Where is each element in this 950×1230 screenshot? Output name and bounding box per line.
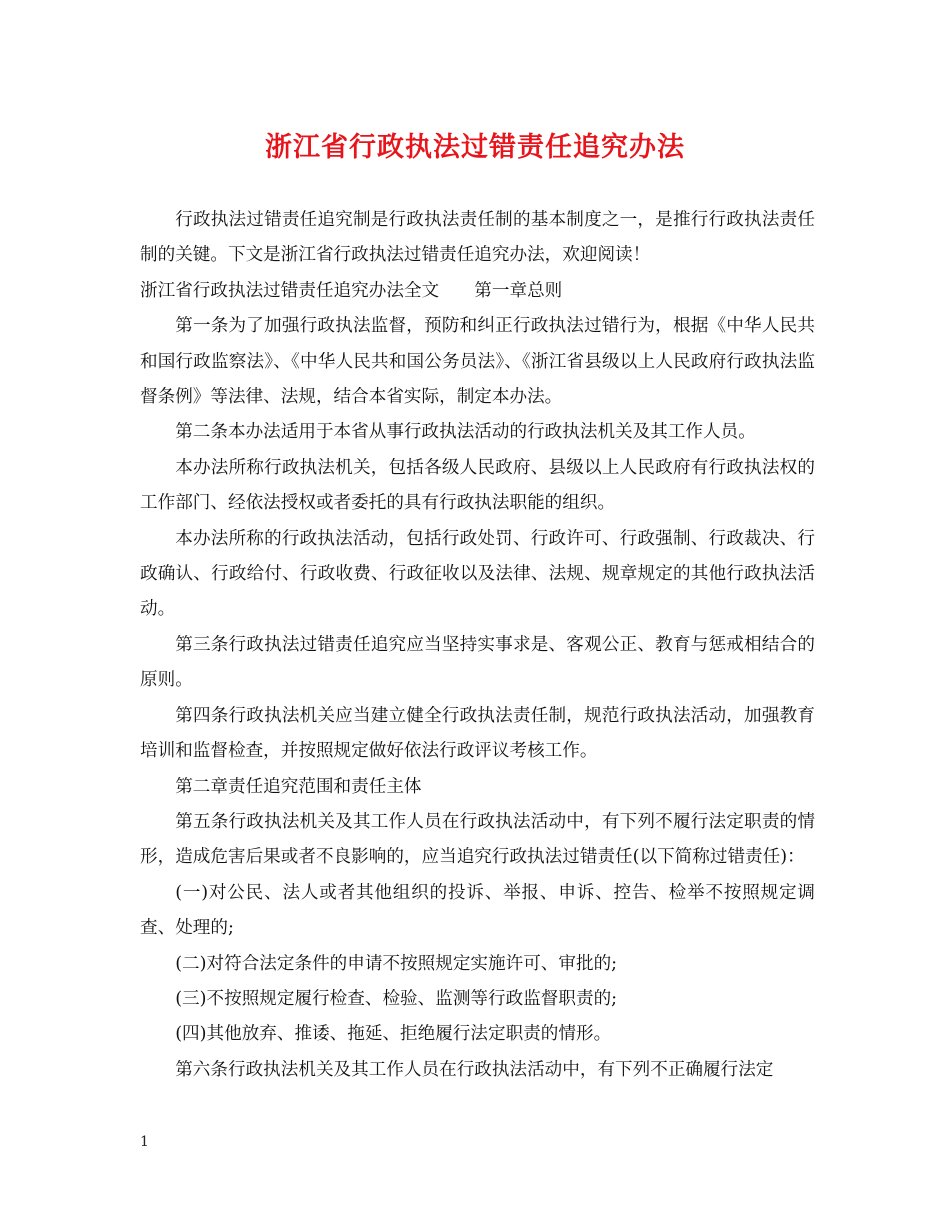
paragraph-article-4: 第四条行政执法机关应当建立健全行政执法责任制，规范行政执法活动，加强教育培训和监督检查，并按照规定做好依法行政评议考核工作。	[140, 705, 815, 762]
paragraph-article-5: 第五条行政执法机关及其工作人员在行政执法活动中，有下列不履行法定职责的情形，造成危害后果或者不良影响的，应当追究行政执法过错责任(以下简称过错责任)：	[140, 811, 815, 868]
paragraph-article-3: 第三条行政执法过错责任追究应当坚持实事求是、客观公正、教育与惩戒相结合的原则。	[140, 634, 815, 691]
paragraph-article-6: 第六条行政执法机关及其工作人员在行政执法活动中，有下列不正确履行法定	[175, 1059, 774, 1080]
page-number: 1	[140, 1134, 149, 1150]
paragraph-article-5-item-4: (四)其他放弃、推诿、拖延、拒绝履行法定职责的情形。	[175, 1024, 612, 1045]
paragraph-article-5-item-1: (一)对公民、法人或者其他组织的投诉、举报、申诉、控告、检举不按照规定调查、处理的;	[140, 882, 815, 939]
paragraph-chapter-1-heading: 浙江省行政执法过错责任追究办法全文 第一章总则	[140, 280, 563, 301]
paragraph-chapter-2-heading: 第二章责任追究范围和责任主体	[175, 776, 422, 797]
paragraph-intro: 行政执法过错责任追究制是行政执法责任制的基本制度之一，是推行行政执法责任制的关键。下文是浙江省行政执法过错责任追究办法，欢迎阅读！	[140, 210, 815, 266]
paragraph-article-2-scope-activities: 本办法所称的行政执法活动，包括行政处罚、行政许可、行政强制、行政裁决、行政确认、行政给付、行政收费、行政征收以及法律、法规、规章规定的其他行政执法活动。	[140, 528, 815, 620]
document-body	[140, 203, 815, 1088]
paragraph-article-1: 第一条为了加强行政执法监督，预防和纠正行政执法过错行为，根据《中华人民共和国行政监察法》、《中华人民共和国公务员法》、《浙江省县级以上人民政府行政执法监督条例》等法律、法规，结合本省实际，制定本办法。	[140, 316, 815, 408]
paragraph-article-2: 第二条本办法适用于本省从事行政执法活动的行政执法机关及其工作人员。	[175, 422, 756, 443]
paragraph-article-5-item-2: (二)对符合法定条件的申请不按照规定实施许可、审批的;	[175, 953, 618, 974]
paragraph-article-5-item-3: (三)不按照规定履行检查、检验、监测等行政监督职责的;	[175, 988, 618, 1009]
paragraph-article-2-scope-agencies: 本办法所称行政执法机关，包括各级人民政府、县级以上人民政府有行政执法权的工作部门、经依法授权或者委托的具有行政执法职能的组织。	[140, 457, 815, 514]
document-title: 浙江省行政执法过错责任追究办法	[265, 132, 685, 163]
